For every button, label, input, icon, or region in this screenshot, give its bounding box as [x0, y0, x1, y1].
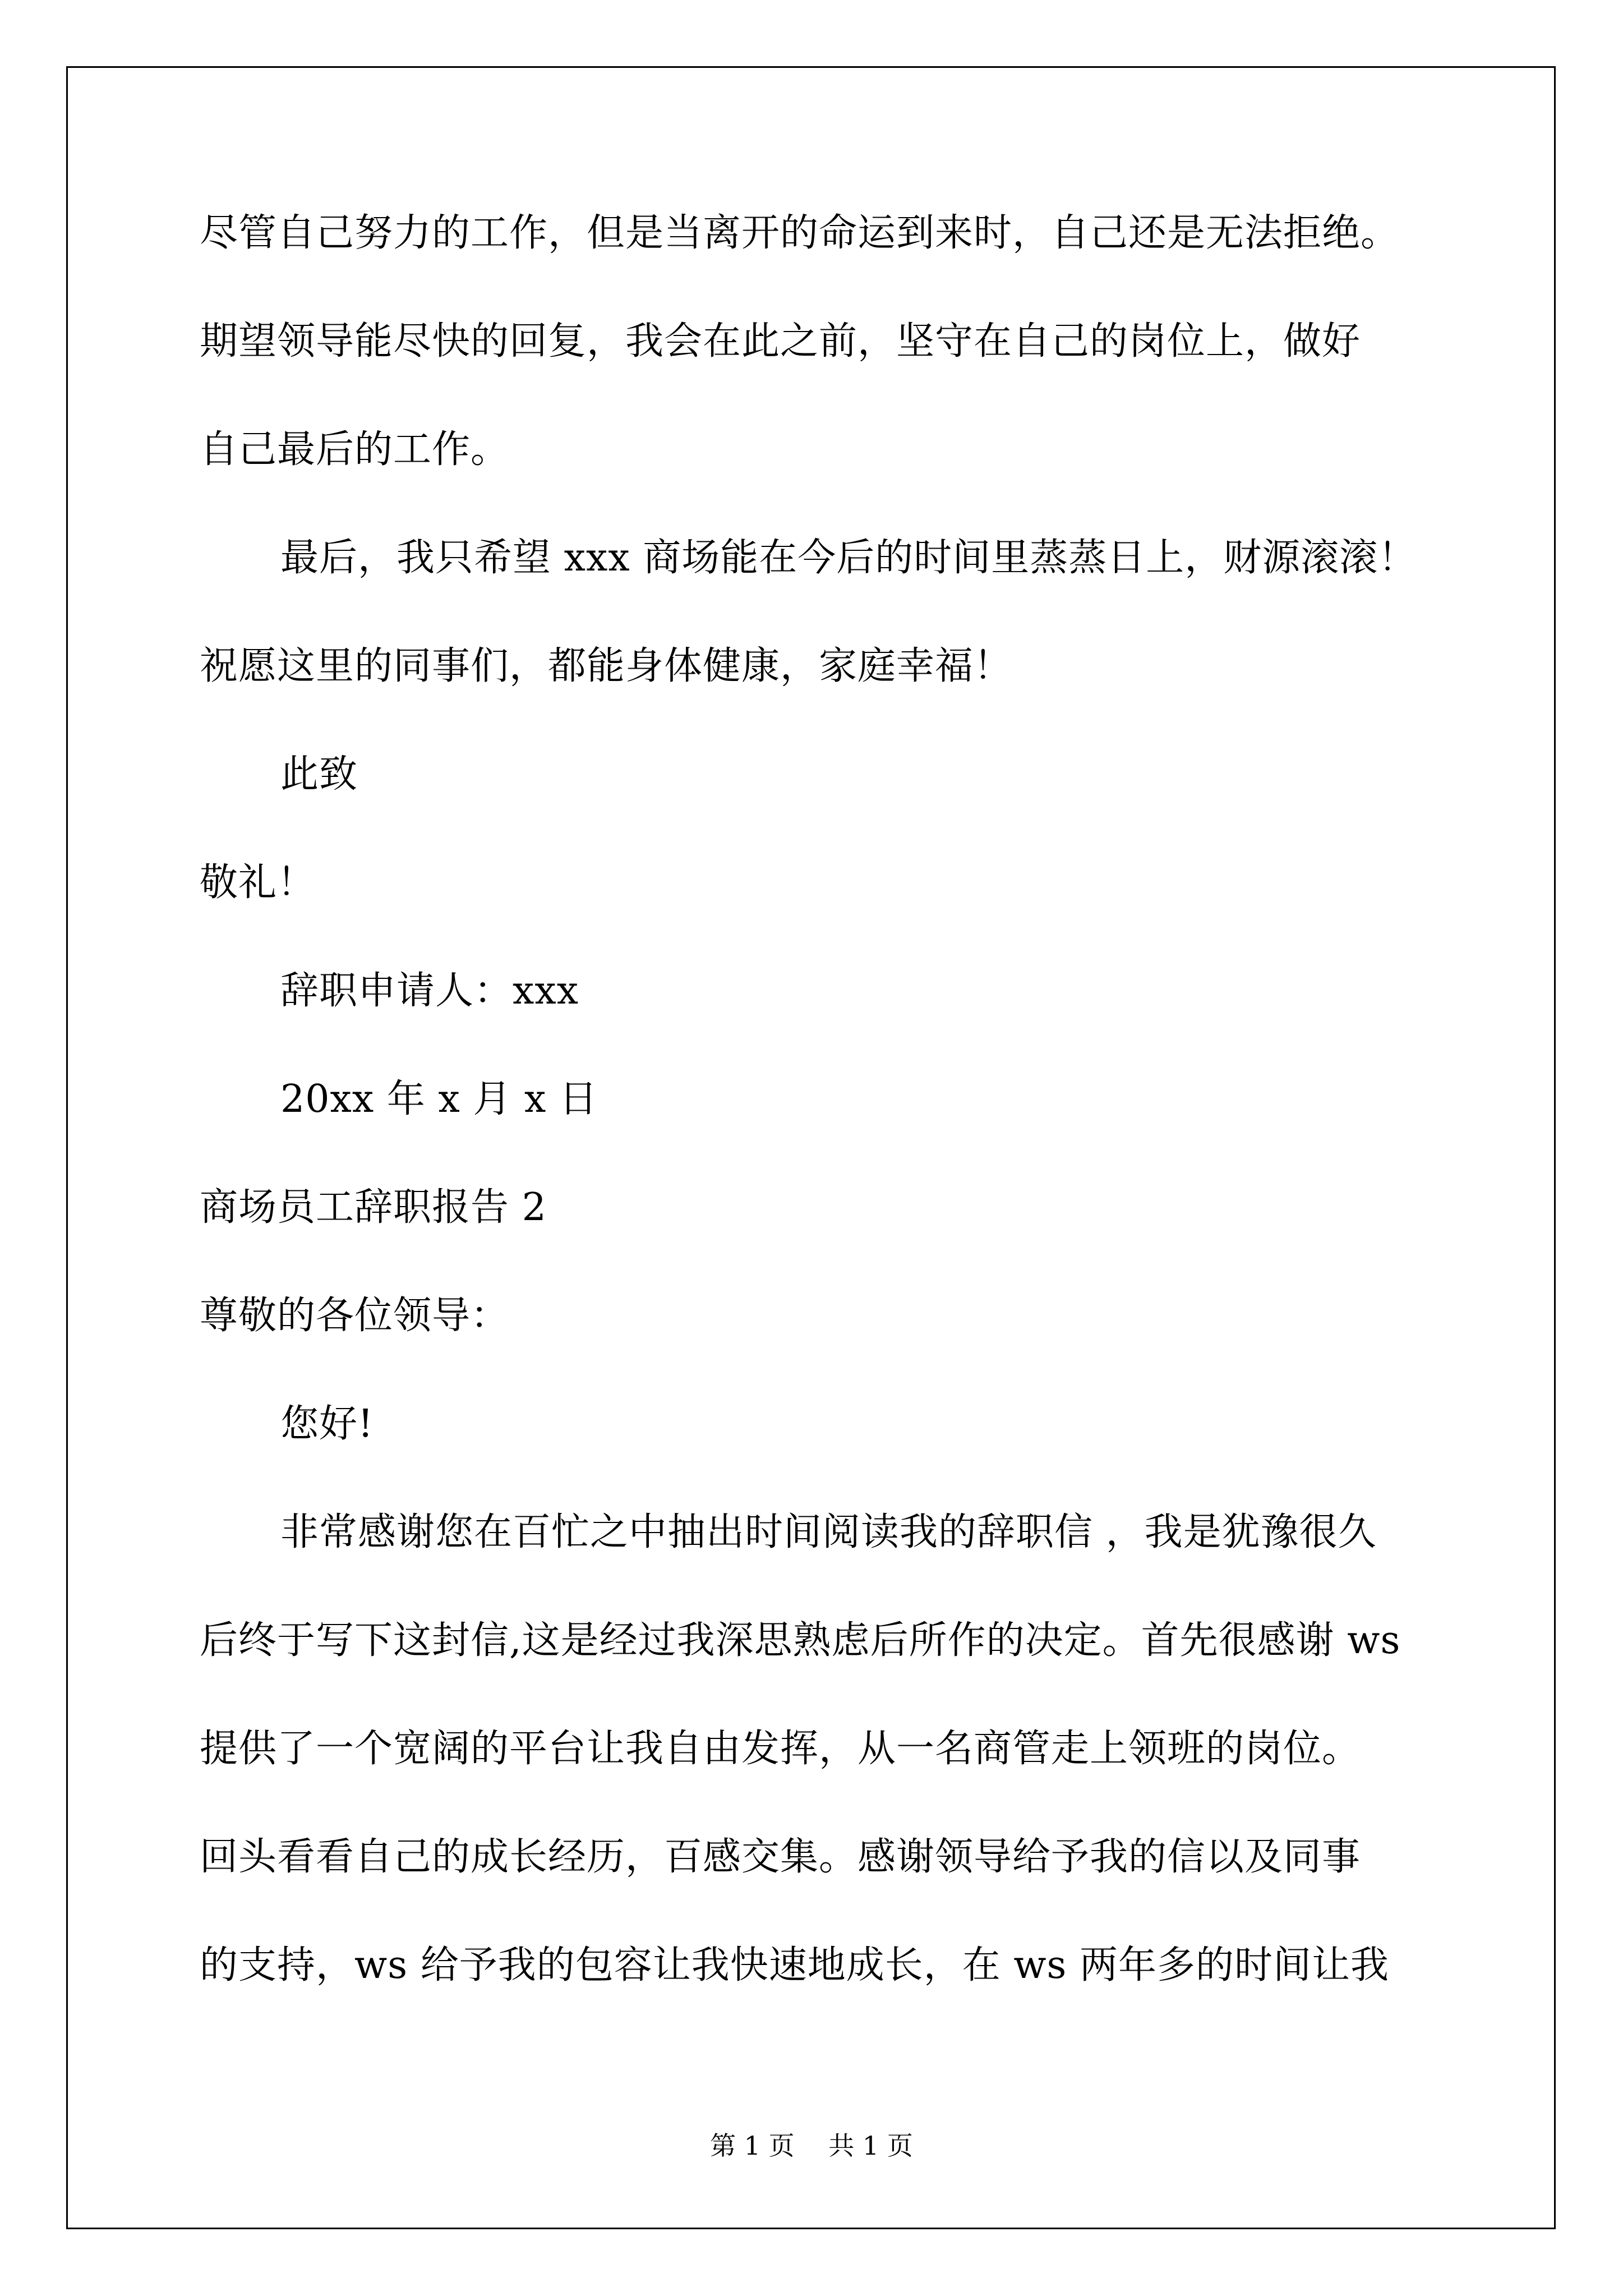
salutation: 敬礼！ — [200, 861, 316, 905]
page-footer: 第 1 页 共 1 页 — [710, 2131, 913, 2161]
text-line: 回头看看自己的成长经历，百感交集。感谢领导给予我的信以及同事 — [200, 1835, 1361, 1879]
text-line: 的支持，ws 给予我的包容让我快速地成长，在 ws 两年多的时间让我 — [200, 1943, 1390, 1987]
text-line: 尽管自己努力的工作，但是当离开的命运到来时，自己还是无法拒绝。 — [200, 211, 1400, 255]
section-title: 商场员工辞职报告 2 — [200, 1185, 547, 1230]
closing-phrase: 此致 — [280, 752, 358, 797]
text-line: 非常感谢您在百忙之中抽出时间阅读我的辞职信 ，我是犹豫很久 — [280, 1510, 1377, 1554]
document-body — [200, 213, 1473, 2054]
signature-name: 辞职申请人：xxx — [280, 969, 579, 1013]
text-line: 祝愿这里的同事们，都能身体健康，家庭幸福！ — [200, 644, 1013, 688]
greeting: 尊敬的各位领导： — [200, 1294, 510, 1338]
text-line: 最后，我只希望 xxx 商场能在今后的时间里蒸蒸日上，财源滚滚！ — [280, 536, 1417, 580]
text-line: 后终于写下这封信,这是经过我深思熟虑后所作的决定。首先很感谢 ws — [200, 1618, 1401, 1663]
text-line: 期望领导能尽快的回复，我会在此之前，坚守在自己的岗位上，做好 — [200, 319, 1361, 364]
greeting-hello: 您好! — [280, 1402, 374, 1446]
signature-date: 20xx 年 x 月 x 日 — [280, 1077, 598, 1121]
text-line: 自己最后的工作。 — [200, 427, 510, 472]
text-line: 提供了一个宽阔的平台让我自由发挥，从一名商管走上领班的岗位。 — [200, 1727, 1361, 1771]
